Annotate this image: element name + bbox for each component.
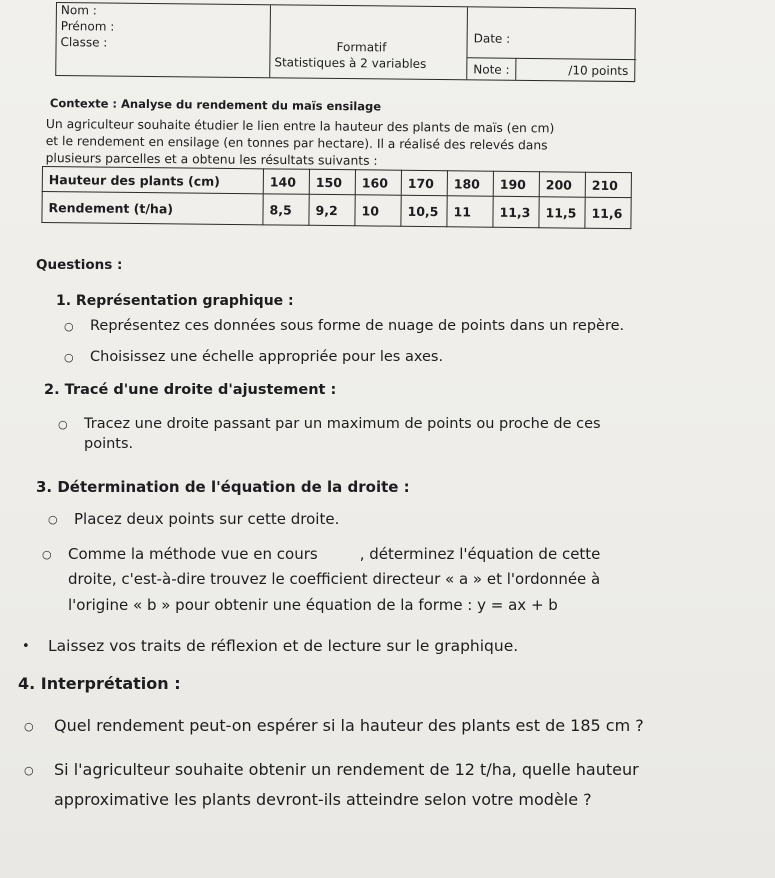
circle-bullet-icon: ○ [58, 417, 68, 431]
table-cell: 11 [447, 196, 493, 227]
table-cell: 160 [355, 170, 401, 195]
item-text-continued: droite, c'est-à-dire trouvez le coefficient directeur « a » et l'ordonnée à [68, 570, 601, 588]
item-text: , déterminez l'équation de cette [359, 545, 601, 563]
item-text-continued: points. [84, 436, 134, 452]
row-header-yield: Rendement (t/ha) [42, 192, 263, 225]
subject-title: Statistiques à 2 variables [274, 55, 427, 71]
item-text: Choisissez une échelle appropriée pour les axes. [90, 349, 444, 365]
header-box [55, 2, 636, 82]
student-info-cell [56, 3, 270, 77]
points-total: /10 points [568, 63, 629, 78]
questions-heading: Questions : [36, 257, 123, 273]
item-text: Représentez ces données sous forme de nuage de points dans un repère. [90, 318, 625, 334]
context-line: plusieurs parcelles et a obtenu les résultats suivants : [45, 150, 378, 168]
circle-bullet-icon: ○ [48, 513, 58, 526]
table-cell: 190 [493, 171, 539, 196]
question-3-note [22, 637, 518, 655]
item-text: Si l'agriculteur souhaite obtenir un rendement de 12 t/ha, quelle hauteur [54, 760, 639, 779]
context-line: et le rendement en ensilage (en tonnes par hectare). Il a réalisé des relevés dans [45, 133, 548, 153]
question-4-item [24, 760, 639, 779]
item-text-continued: l'origine « b » pour obtenir une équation de la forme : y = ax + b [68, 596, 558, 614]
table-cell: 10 [355, 195, 401, 226]
nom-label: Nom : [60, 3, 97, 18]
data-table [41, 166, 632, 229]
context-title: Contexte : Analyse du rendement du maïs ensilage [49, 96, 382, 114]
circle-bullet-icon: ○ [64, 319, 74, 333]
table-cell: 11,6 [585, 197, 631, 228]
cell-divider [467, 57, 636, 60]
item-text: Quel rendement peut-on espérer si la hauteur des plants est de 185 cm ? [54, 716, 644, 735]
prenom-label: Prénom : [60, 19, 115, 34]
circle-bullet-icon: ○ [42, 548, 52, 561]
dot-bullet-icon: • [22, 639, 30, 654]
assessment-cell [269, 5, 467, 79]
circle-bullet-icon: ○ [64, 350, 74, 364]
question-4-title: 4. Interprétation : [18, 674, 181, 693]
question-1-title: 1. Représentation graphique : [56, 293, 294, 309]
table-cell: 9,2 [309, 194, 355, 225]
question-1-item [64, 349, 443, 365]
item-text: Placez deux points sur cette droite. [74, 510, 340, 528]
table-cell: 180 [447, 171, 493, 196]
question-4-item [24, 716, 644, 735]
assessment-type: Formatif [336, 39, 387, 55]
classe-label: Classe : [60, 35, 108, 50]
question-2-item [58, 416, 601, 432]
date-label: Date : [473, 31, 511, 46]
question-3-title: 3. Détermination de l'équation de la droite : [36, 478, 410, 496]
table-row [42, 192, 631, 229]
table-cell: 11,5 [539, 197, 585, 228]
context-paragraph [46, 116, 666, 172]
item-text: Tracez une droite passant par un maximum de points ou proche de ces [84, 416, 601, 432]
date-note-cell [466, 7, 637, 81]
table-cell: 8,5 [263, 194, 309, 225]
note-label: Note : [473, 62, 510, 77]
item-text-continued: approximative les plants devront-ils atteindre selon votre modèle ? [54, 790, 592, 809]
table-cell: 140 [263, 169, 309, 194]
item-text: Comme la méthode vue en cours [68, 545, 318, 563]
row-header-height: Hauteur des plants (cm) [42, 167, 263, 194]
table-cell: 11,3 [493, 196, 539, 227]
table-cell: 150 [309, 169, 355, 194]
context-line: Un agriculteur souhaite étudier le lien entre la hauteur des plants de maïs (en cm) [45, 116, 555, 136]
table-cell: 200 [539, 172, 585, 197]
circle-bullet-icon: ○ [24, 764, 34, 777]
table-cell: 10,5 [401, 195, 447, 226]
table-cell: 210 [585, 172, 631, 197]
question-2-title: 2. Tracé d'une droite d'ajustement : [44, 382, 337, 398]
table-cell: 170 [401, 170, 447, 195]
item-text: Laissez vos traits de réflexion et de lecture sur le graphique. [48, 637, 519, 655]
question-3-item [42, 545, 600, 563]
circle-bullet-icon: ○ [24, 720, 34, 733]
question-1-item [64, 318, 624, 334]
question-3-item [48, 510, 339, 528]
cell-divider [515, 58, 516, 80]
